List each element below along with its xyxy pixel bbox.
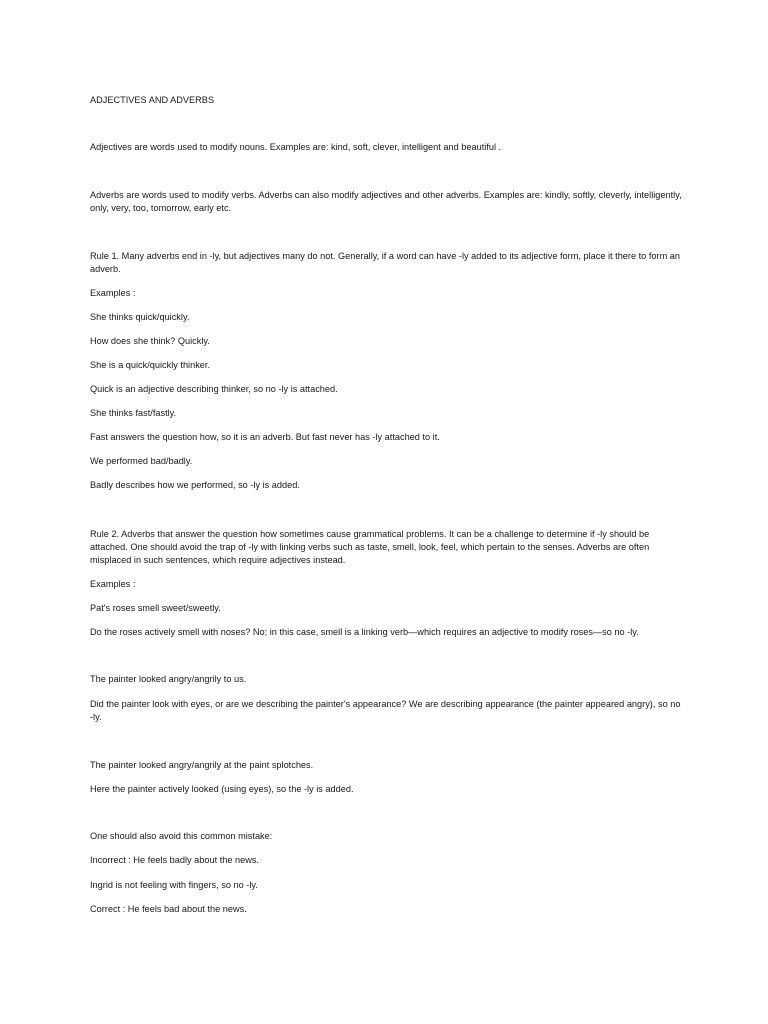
example-line: The painter looked angry/angrily at the paint splotches. — [90, 760, 314, 770]
correct-example: Correct : He feels bad about the news. — [90, 904, 247, 914]
example-line: She thinks quick/quickly. — [90, 312, 190, 322]
page-title: ADJECTIVES AND ADVERBS — [90, 95, 215, 105]
example-line: Quick is an adjective describing thinker, so no -ly is attached. — [90, 384, 338, 394]
example-line: Badly describes how we performed, so -ly is added. — [90, 480, 300, 490]
example-line: We performed bad/badly. — [90, 456, 193, 466]
example-line: Fast answers the question how, so it is an adverb. But fast never has -ly attached to it. — [90, 432, 440, 442]
example-line: She is a quick/quickly thinker. — [90, 360, 211, 370]
incorrect-example: Incorrect : He feels badly about the news. — [90, 855, 260, 865]
example-explanation: Did the painter look with eyes, or are we describing the painter's appearance? We are describing appearance (the painter appeared angry), so no -ly. — [90, 699, 681, 722]
mistake-intro: One should also avoid this common mistake: — [90, 831, 273, 841]
example-explanation: Here the painter actively looked (using eyes), so the -ly is added. — [90, 784, 354, 794]
rule-1-paragraph: Rule 1. Many adverbs end in -ly, but adjectives many do not. Generally, if a word can have -ly added to its adjective form, place it there to form an adverb. — [90, 251, 680, 274]
rule-1-examples-label: Examples : — [90, 288, 136, 298]
example-explanation: Ingrid is not feeling with fingers, so no -ly. — [90, 880, 258, 890]
rule-2-paragraph: Rule 2. Adverbs that answer the question how sometimes cause grammatical problems. It can be a challenge to determine if -ly should be attached. One should avoid the trap of -ly with linking verbs such as taste, smell, look, feel, which pertain to the senses. Adverbs are often misplaced in such sentences, which require adjectives instead. — [90, 529, 650, 565]
example-line: She thinks fast/fastly. — [90, 408, 177, 418]
rule-2-examples-label: Examples : — [90, 579, 136, 589]
adjectives-definition: Adjectives are words used to modify nouns. Examples are: kind, soft, clever, intelligent and beautiful . — [90, 142, 502, 152]
adverbs-definition: Adverbs are words used to modify verbs. Adverbs can also modify adjectives and other adverbs. Examples are: kindly, softly, cleverly, intelligently, only, very, too, tomorrow, early etc. — [90, 190, 682, 213]
example-line: Do the roses actively smell with noses? No; in this case, smell is a linking verb—which requires an adjective to modify roses—so no -ly. — [90, 627, 639, 637]
example-line: Pat's roses smell sweet/sweetly. — [90, 603, 221, 613]
example-line: The painter looked angry/angrily to us. — [90, 674, 247, 684]
example-line: How does she think? Quickly. — [90, 336, 210, 346]
